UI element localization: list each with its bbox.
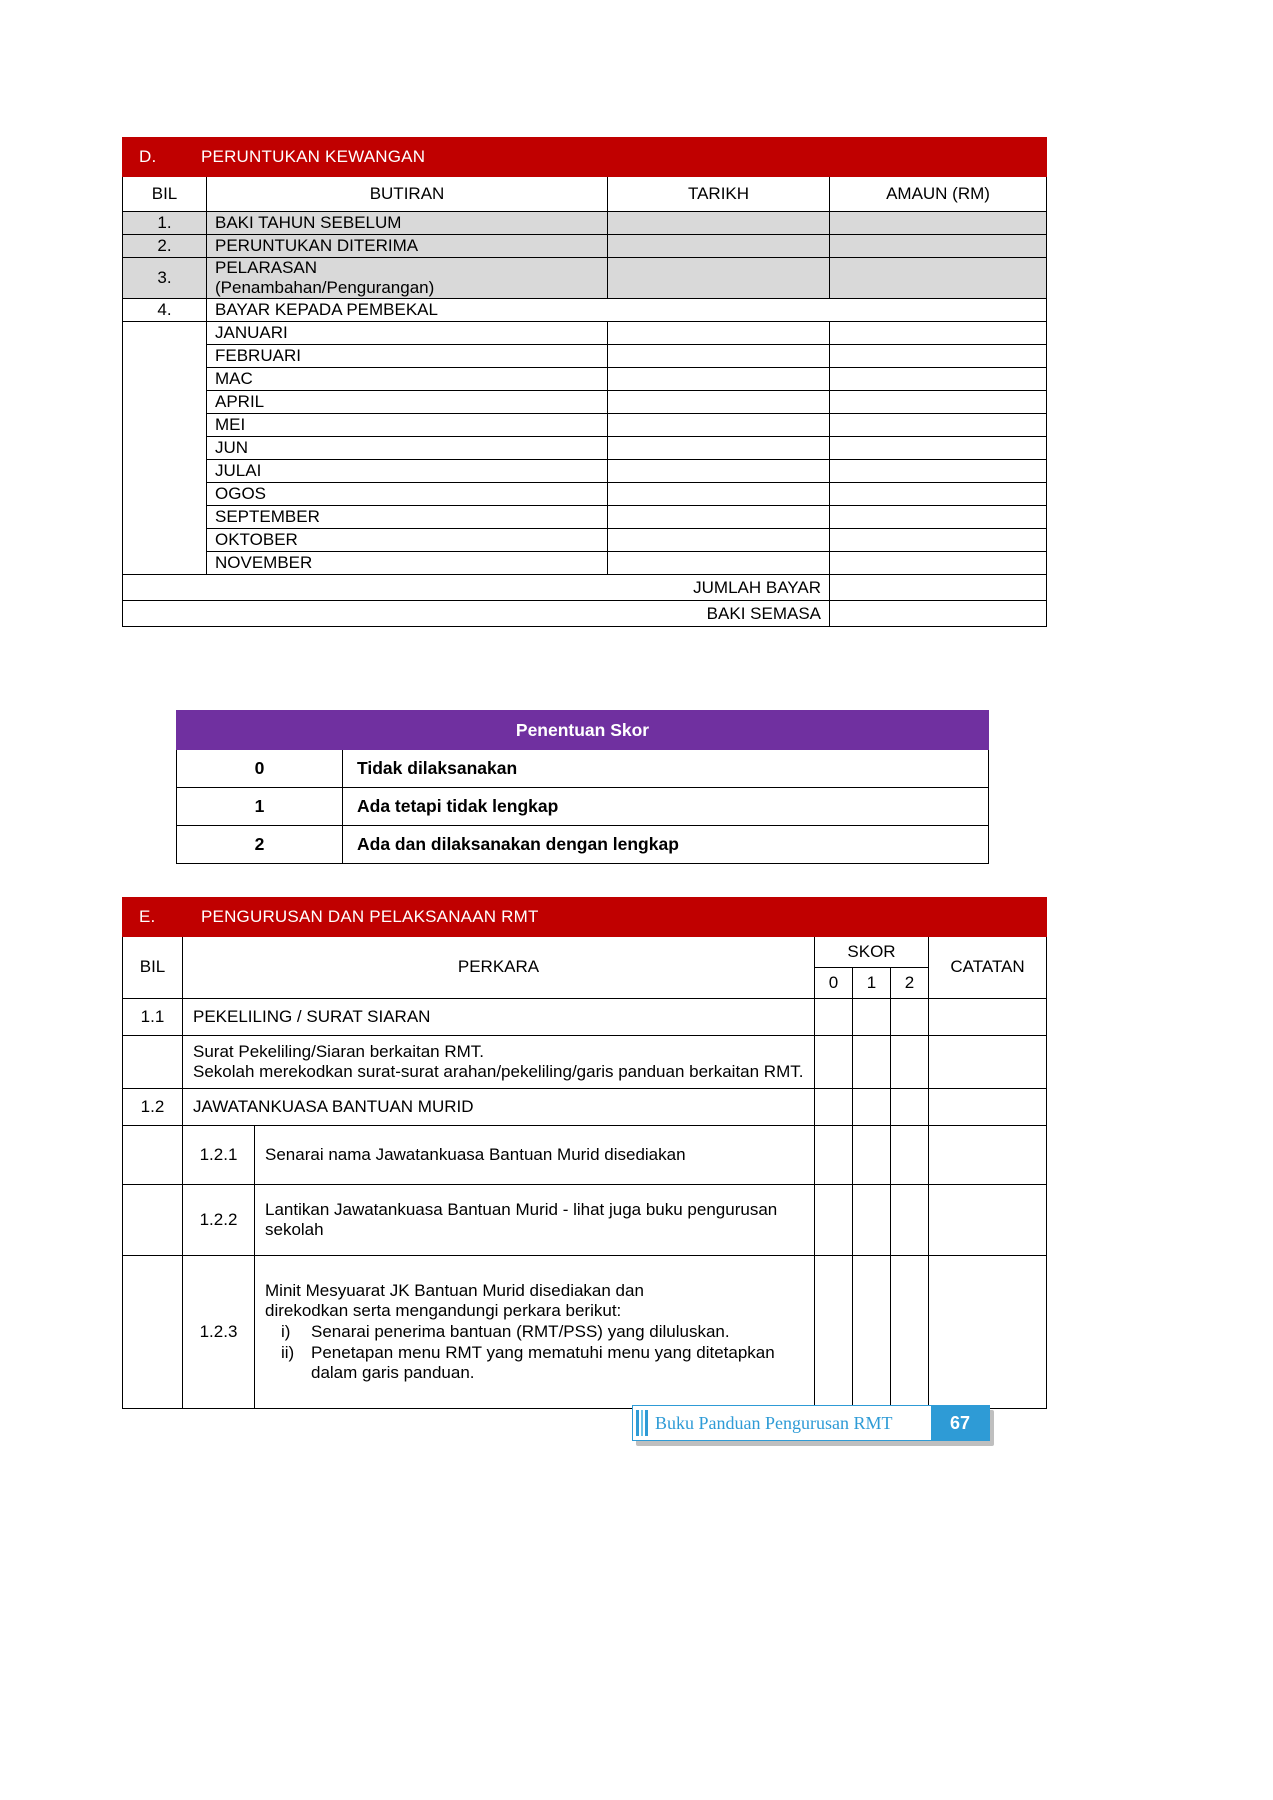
row-body-line1: Minit Mesyuarat JK Bantuan Murid disediakan dan (265, 1280, 644, 1300)
penentuan-skor-title: Penentuan Skor (177, 711, 989, 750)
score-cell-1[interactable] (853, 1089, 891, 1126)
month-tarikh-input[interactable] (608, 437, 830, 460)
month-row (123, 437, 1047, 460)
month-bil-spacer (123, 322, 207, 575)
table-row (123, 1256, 1047, 1409)
table-row (123, 258, 1047, 299)
table-row (177, 788, 989, 826)
month-tarikh-input[interactable] (608, 345, 830, 368)
row-bil (123, 1256, 183, 1409)
row-bil (123, 1185, 183, 1256)
section-d-header-row (123, 138, 1047, 177)
row-title: PEKELILING / SURAT SIARAN (183, 999, 815, 1036)
section-e-title: PENGURUSAN DAN PELAKSANAAN RMT (201, 906, 539, 926)
month-tarikh-input[interactable] (608, 414, 830, 437)
score-cell-2[interactable] (891, 1089, 929, 1126)
row-sub-bil: 1.2.1 (183, 1126, 255, 1185)
score-cell-1[interactable] (853, 1036, 891, 1089)
section-d-header (123, 138, 1047, 177)
catatan-cell[interactable] (929, 1126, 1047, 1185)
row-amaun-input[interactable] (830, 258, 1047, 299)
score-cell-1[interactable] (853, 1126, 891, 1185)
section-d-table (122, 137, 1047, 627)
total-row (123, 601, 1047, 627)
month-row (123, 391, 1047, 414)
row-amaun-input[interactable] (830, 235, 1047, 258)
total-jumlah-bayar-input[interactable] (830, 575, 1047, 601)
catatan-cell[interactable] (929, 1036, 1047, 1089)
column-header-butiran: BUTIRAN (207, 177, 608, 212)
row-bil: 1.2 (123, 1089, 183, 1126)
column-header-skor: SKOR (815, 937, 929, 968)
month-amaun-input[interactable] (830, 322, 1047, 345)
column-header-amaun: AMAUN (RM) (830, 177, 1047, 212)
month-amaun-input[interactable] (830, 414, 1047, 437)
table-row (177, 750, 989, 788)
row-bil: 4. (123, 299, 207, 322)
row-body-line1: Surat Pekeliling/Siaran berkaitan RMT. (193, 1042, 485, 1061)
month-tarikh-input[interactable] (608, 368, 830, 391)
row-body-line2: Sekolah merekodkan surat-surat arahan/pekeliling/garis panduan berkaitan RMT. (193, 1062, 804, 1082)
skor-description: Ada tetapi tidak lengkap (343, 788, 989, 826)
row-butiran-line1: PELARASAN (215, 258, 318, 277)
month-row (123, 368, 1047, 391)
row-sub-bil: 1.2.2 (183, 1185, 255, 1256)
month-row (123, 529, 1047, 552)
month-label: NOVEMBER (207, 552, 608, 575)
row-butiran (207, 258, 608, 299)
row-body: Lantikan Jawatankuasa Bantuan Murid - lihat juga buku pengurusan sekolah (255, 1185, 815, 1256)
section-e-column-header-row-top (123, 937, 1047, 968)
row-butiran: BAYAR KEPADA PEMBEKAL (207, 299, 1047, 322)
list-item (265, 1343, 806, 1383)
table-row (123, 299, 1047, 322)
month-tarikh-input[interactable] (608, 460, 830, 483)
row-butiran: BAKI TAHUN SEBELUM (207, 212, 608, 235)
row-tarikh-input[interactable] (608, 212, 830, 235)
section-e-table (122, 897, 1047, 1409)
column-header-bil: BIL (123, 177, 207, 212)
total-row (123, 575, 1047, 601)
skor-value: 1 (177, 788, 343, 826)
column-header-skor-0: 0 (815, 968, 853, 999)
list-marker: ii) (281, 1343, 295, 1363)
row-amaun-input[interactable] (830, 212, 1047, 235)
month-amaun-input[interactable] (830, 483, 1047, 506)
skor-description: Ada dan dilaksanakan dengan lengkap (343, 826, 989, 864)
score-cell-1[interactable] (853, 999, 891, 1036)
total-label-baki-semasa: BAKI SEMASA (123, 601, 830, 627)
penentuan-skor-table (176, 710, 989, 864)
month-row (123, 322, 1047, 345)
footer-bars-icon (633, 1406, 649, 1440)
month-label: FEBRUARI (207, 345, 608, 368)
total-baki-semasa-input[interactable] (830, 601, 1047, 627)
column-header-skor-1: 1 (853, 968, 891, 999)
section-e-header (123, 898, 1047, 937)
row-bil (123, 1126, 183, 1185)
row-bil (123, 1036, 183, 1089)
catatan-cell[interactable] (929, 1256, 1047, 1409)
month-amaun-input[interactable] (830, 552, 1047, 575)
skor-description: Tidak dilaksanakan (343, 750, 989, 788)
month-tarikh-input[interactable] (608, 322, 830, 345)
month-amaun-input[interactable] (830, 345, 1047, 368)
month-label: SEPTEMBER (207, 506, 608, 529)
month-label: MEI (207, 414, 608, 437)
footer-badge-body (632, 1405, 990, 1441)
score-cell-2[interactable] (891, 1256, 929, 1409)
month-amaun-input[interactable] (830, 368, 1047, 391)
month-label: MAC (207, 368, 608, 391)
score-cell-2[interactable] (891, 1036, 929, 1089)
row-bil: 1.1 (123, 999, 183, 1036)
list-marker: i) (281, 1322, 291, 1342)
score-cell-1[interactable] (853, 1185, 891, 1256)
month-row (123, 483, 1047, 506)
catatan-cell[interactable] (929, 999, 1047, 1036)
catatan-cell[interactable] (929, 1089, 1047, 1126)
month-row (123, 414, 1047, 437)
month-tarikh-input[interactable] (608, 529, 830, 552)
score-cell-0[interactable] (815, 1185, 853, 1256)
month-tarikh-input[interactable] (608, 506, 830, 529)
month-tarikh-input[interactable] (608, 483, 830, 506)
table-row (123, 1185, 1047, 1256)
row-body-line2: direkodkan serta mengandungi perkara berikut: (265, 1301, 622, 1321)
score-cell-2[interactable] (891, 1126, 929, 1185)
skor-value: 2 (177, 826, 343, 864)
column-header-perkara: PERKARA (183, 937, 815, 999)
section-d-column-header-row (123, 177, 1047, 212)
month-amaun-input[interactable] (830, 391, 1047, 414)
score-cell-1[interactable] (853, 1256, 891, 1409)
section-e-header-row (123, 898, 1047, 937)
month-row (123, 345, 1047, 368)
month-label: OGOS (207, 483, 608, 506)
row-bil: 3. (123, 258, 207, 299)
column-header-catatan: CATATAN (929, 937, 1047, 999)
score-cell-0[interactable] (815, 1036, 853, 1089)
table-row (123, 212, 1047, 235)
row-tarikh-input[interactable] (608, 235, 830, 258)
month-tarikh-input[interactable] (608, 552, 830, 575)
list-item (265, 1322, 806, 1342)
footer-page-number: 67 (931, 1406, 989, 1440)
score-cell-0[interactable] (815, 999, 853, 1036)
list-text: Penetapan menu RMT yang mematuhi menu yang ditetapkan dalam garis panduan. (311, 1343, 775, 1383)
row-tarikh-input[interactable] (608, 258, 830, 299)
row-title: JAWATANKUASA BANTUAN MURID (183, 1089, 815, 1126)
month-label: APRIL (207, 391, 608, 414)
row-body (255, 1256, 815, 1409)
table-row (123, 1126, 1047, 1185)
row-butiran: PERUNTUKAN DITERIMA (207, 235, 608, 258)
section-e-letter: E. (139, 906, 156, 926)
column-header-skor-2: 2 (891, 968, 929, 999)
score-cell-0[interactable] (815, 1126, 853, 1185)
list-text: Senarai penerima bantuan (RMT/PSS) yang diluluskan. (311, 1322, 730, 1342)
row-body (183, 1036, 815, 1089)
month-amaun-input[interactable] (830, 506, 1047, 529)
score-cell-2[interactable] (891, 999, 929, 1036)
catatan-cell[interactable] (929, 1185, 1047, 1256)
month-row (123, 506, 1047, 529)
table-row (123, 1089, 1047, 1126)
month-amaun-input[interactable] (830, 437, 1047, 460)
score-cell-0[interactable] (815, 1256, 853, 1409)
month-label: JUN (207, 437, 608, 460)
score-cell-0[interactable] (815, 1089, 853, 1126)
penentuan-skor-header-row (177, 711, 989, 750)
section-d-title: PERUNTUKAN KEWANGAN (201, 146, 426, 166)
table-row (123, 1036, 1047, 1089)
month-label: JULAI (207, 460, 608, 483)
month-amaun-input[interactable] (830, 460, 1047, 483)
score-cell-2[interactable] (891, 1185, 929, 1256)
column-header-bil: BIL (123, 937, 183, 999)
skor-value: 0 (177, 750, 343, 788)
row-bil: 1. (123, 212, 207, 235)
month-row (123, 552, 1047, 575)
table-row (123, 235, 1047, 258)
table-row (123, 999, 1047, 1036)
table-row (177, 826, 989, 864)
row-sub-bil: 1.2.3 (183, 1256, 255, 1409)
row-bil: 2. (123, 235, 207, 258)
footer-badge (632, 1405, 994, 1443)
section-d-letter: D. (139, 146, 157, 166)
row-body-list (265, 1322, 806, 1383)
month-label: JANUARI (207, 322, 608, 345)
column-header-tarikh: TARIKH (608, 177, 830, 212)
footer-title: Buku Panduan Pengurusan RMT (655, 1412, 893, 1433)
month-label: OKTOBER (207, 529, 608, 552)
row-butiran-line2: (Penambahan/Pengurangan) (215, 278, 435, 298)
row-body: Senarai nama Jawatankuasa Bantuan Murid disediakan (255, 1126, 815, 1185)
month-row (123, 460, 1047, 483)
month-amaun-input[interactable] (830, 529, 1047, 552)
total-label-jumlah-bayar: JUMLAH BAYAR (123, 575, 830, 601)
month-tarikh-input[interactable] (608, 391, 830, 414)
